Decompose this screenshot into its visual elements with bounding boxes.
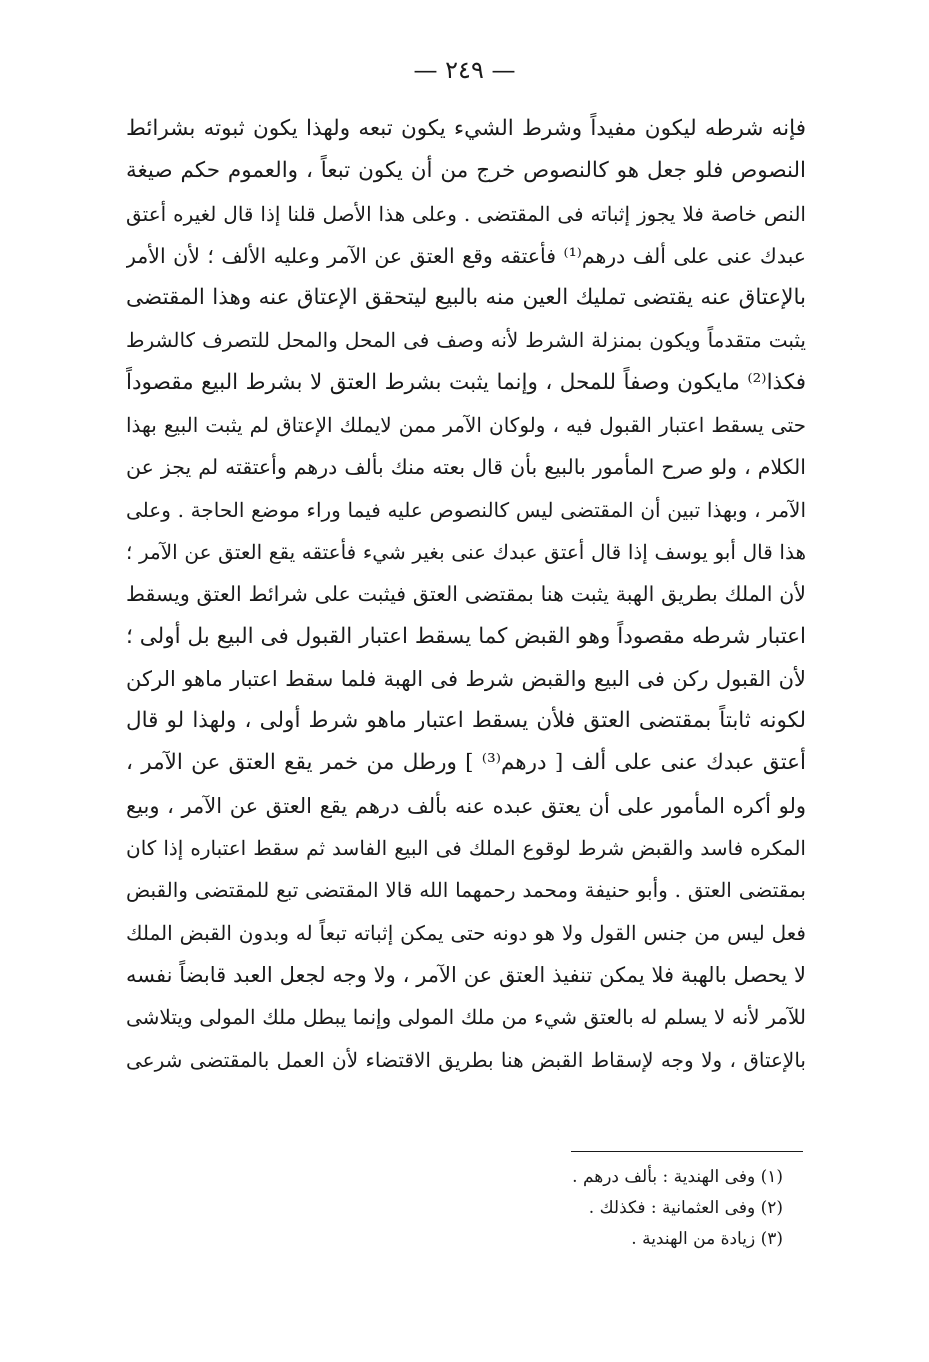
page-number: — ٢٤٩ — [413,56,516,84]
text-line: بمقتضى العتق . وأبو حنيفة ومحمد رحمهما الله قالا المقتضى تبع للمقتضى والقبض [126,878,806,903]
footnote: (٢) وفى العثمانية : فكذلك . [588,1198,783,1218]
body-text [126,108,806,1081]
text-line: فعل ليس من جنس القول ولا هو دونه حتى يمكن إثباته تبعاً له وبدون القبض الملك [126,920,806,945]
footnote: (١) وفى الهندية : بألف درهم . [572,1167,783,1187]
text-line: المكره فاسد والقبض شرط لوقوع الملك فى البيع الفاسد ثم سقط اعتباره إذا كان [126,836,806,861]
text-line: الكلام ، ولو صرح المأمور بالبيع بأن قال بعته منك بألف درهم وأعتقته لم يجز عن [126,455,806,480]
text-line: فإنه شرطه ليكون مفيداً وشرط الشيء يكون تبعه ولهذا يكون ثبوته بشرائط [126,116,806,141]
text-line: يثبت متقدماً ويكون بمنزلة الشرط لأنه وصف فى المحل والمحل للتصرف كالشرط [126,328,806,353]
text-line: ولو أكره المأمور على أن يعتق عبده عنه بألف درهم يقع العتق عن الآمر ، وبيع [126,793,806,818]
footnote: (٣) زيادة من الهندية . [631,1229,783,1249]
text-line: لأن القبول ركن فى البيع والقبض شرط فى الهبة فلما سقط اعتبار ماهو الركن [126,666,806,691]
text-line: هذا قال أبو يوسف إذا قال أعتق عبدك عنى بغير شيء فأعتقه يقع العتق عن الآمر ؛ [126,539,806,564]
text-line: بالإعتاق عنه يقتضى تمليك العين منه بالبيع ليتحقق الإعتاق عنه وهذا المقتضى [126,285,806,311]
text-line: عبدك عنى على ألف درهم⁽¹⁾ فأعتقه وقع العتق عن الآمر وعليه الألف ؛ لأن الأمر [126,243,806,268]
text-line: فكذا⁽²⁾ مايكون وصفاً للمحل ، وإنما يثبت بشرط العتق لا بشرط البيع مقصوداً [126,369,806,395]
text-line: لكونه ثابتاً بمقتضى العتق فلأن يسقط اعتبار ماهو شرط أولى ، ولهذا لو قال [126,708,806,734]
footnote-divider [571,1151,803,1152]
text-line: الآمر ، وبهذا تبين أن المقتضى ليس كالنصوص عليه فيما وراء موضع الحاجة . وعلى [126,497,806,522]
text-line: اعتبار شرطه مقصوداً وهو القبض كما يسقط اعتبار القبول فى البيع بل أولى ؛ [126,623,806,649]
footnotes [383,1162,783,1255]
text-line: النص خاصة فلا يجوز إثباته فى المقتضى . وعلى هذا الأصل قلنا إذا قال لغيره أعتق [126,201,806,226]
text-line: النصوص فلو جعل هو كالنصوص خرج من أن يكون تبعاً ، والعموم حكم صيغة [126,158,806,184]
text-line: حتى يسقط اعتبار القبول فيه ، ولوكان الآمر ممن لايملك الإعتاق لم يثبت البيع بهذا [126,413,806,438]
text-line: بالإعتاق ، ولا وجه لإسقاط القبض هنا بطريق الاقتضاء لأن العمل بالمقتضى شرعى [126,1047,806,1072]
text-line: للآمر لأنه لا يسلم له بالعتق شيء من ملك المولى وإنما يبطل ملك المولى ويتلاشى [126,1005,806,1030]
text-line: أعتق عبدك عنى على ألف [ درهم⁽³⁾ ] ورطل من خمر يقع العتق عن الآمر ، [126,750,806,776]
text-line: لا يحصل بالهبة فلا يمكن تنفيذ العتق عن الآمر ، ولا وجه لجعل العبد قابضاً نفسه [126,962,806,987]
text-line: لأن الملك بطريق الهبة يثبت هنا بمقتضى العتق فيثبت على شرائط العتق ويسقط [126,582,806,607]
